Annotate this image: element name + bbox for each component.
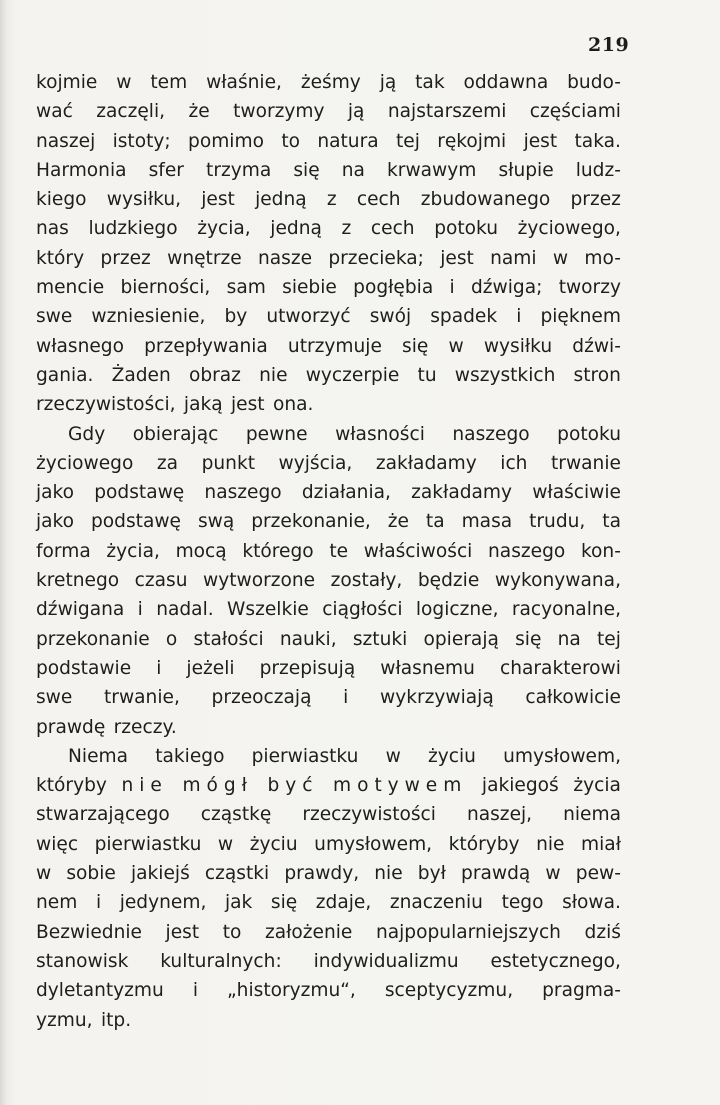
word: tworzy [558,277,621,299]
word: i [95,892,102,914]
word: jest [523,130,558,152]
word: częściami [529,101,621,123]
word: własności [335,423,425,445]
word: logiczne, [415,599,499,621]
word: podstawę [94,482,185,504]
text-line [36,683,621,712]
word: potoku [434,218,499,240]
word: trudu, [529,511,586,533]
word: stwarzającego [36,804,170,826]
word: życiu [249,833,298,855]
text-line [36,361,621,390]
word: życiowego, [517,218,621,240]
word: Harmonia [36,159,127,181]
word: i [516,306,522,328]
word: w [36,863,52,885]
word: oddawna [463,72,549,93]
word: siebie [282,277,337,299]
word: przepisują [259,657,356,679]
word: forma [36,540,91,562]
word: Niema [68,745,129,767]
word: wać [36,101,73,123]
word: ludz- [575,159,621,181]
word: ona. [272,394,314,416]
word: pierwiastku [94,833,202,855]
text-line [36,478,621,507]
word: masa [461,511,513,533]
word: własnemu [380,657,475,679]
word: przekonanie, [251,511,371,533]
word: by [224,306,248,328]
word: kojmie [36,72,98,93]
text-line [36,800,621,829]
text-line [36,537,621,566]
word: nami [490,247,537,269]
word: ludzkiego [88,218,178,240]
word: zbudowanego [420,189,551,211]
word: ciągłości [322,599,403,621]
word: pierwiastku [251,745,359,767]
word: i [137,599,143,621]
word: pewne [245,423,308,445]
word: miał [581,833,621,855]
word: zostały, [330,570,403,592]
word: prawdą [461,863,531,885]
word: pogłębia [353,277,434,299]
text-line [36,185,621,214]
word: jedną [270,218,322,240]
word: jak [224,892,253,914]
word: nasze [257,247,313,269]
text-line [36,859,621,888]
word: się [270,892,298,914]
word: działania, [301,482,391,504]
word: jest [165,921,200,943]
word: takiego [155,745,225,767]
word: się [515,628,542,650]
word: słowa. [562,892,621,914]
word: był [417,863,446,885]
word: wyczerpie [305,364,400,386]
word: obierając [132,423,219,445]
word: jedynem, [119,892,207,914]
text-line [36,273,621,302]
word: żeśmy [300,72,361,93]
word: życiowego [36,452,134,474]
word: natura [317,130,379,152]
word: że [188,101,210,123]
word: pomimo [188,130,264,152]
word: umysłowem, [503,745,621,767]
word: założenie [264,921,353,943]
word: trzyma [206,159,272,181]
word: dźwiga; [470,277,543,299]
word: taka. [574,130,621,152]
word: sobie [66,863,116,885]
word: punkt [201,452,256,474]
text-line [36,654,621,683]
word: jaką [183,394,223,416]
word: jakiejś [130,863,190,885]
word: nie [374,863,403,885]
word: i [343,687,349,709]
word: rzeczywistości, [36,394,176,416]
word: budo- [567,72,621,93]
word: rzeczy. [113,716,177,738]
word: trwanie, [104,687,180,709]
word: swój [369,306,412,328]
word: jeżeli [186,657,235,679]
word: jako [36,482,75,504]
word: prawdy, [284,863,360,885]
word: nie [259,364,288,386]
word: tu [417,364,437,386]
word: stron [573,364,621,386]
word: przez [570,189,621,211]
word: się [402,335,429,357]
word: i [449,277,455,299]
word: tej [596,628,621,650]
word: potoku [557,423,621,445]
word: naszej [36,130,96,152]
word: tak [415,72,445,93]
word: najpopularniejszych [375,921,561,943]
text-line [36,332,621,361]
word: Bezwiednie [36,921,142,943]
word: i [192,980,199,1002]
word: rękojmi [437,130,507,152]
word: charakterowi [500,657,621,679]
word: umysłowem, [314,833,433,855]
word: pięknem [540,306,621,328]
word: tego [501,892,544,914]
word: sceptycyzmu, [384,980,514,1002]
body-text [36,68,621,1035]
word: na [557,628,581,650]
word: przez [100,247,151,269]
word: stanowisk [36,950,129,972]
text-line [36,420,621,449]
text-line [36,830,621,859]
word: któryby [36,775,107,797]
word: podstawę [91,511,181,533]
word: sam [226,277,266,299]
word: o [165,628,178,650]
word: nie [536,833,565,855]
word: i [156,657,162,679]
word: naszej, [466,804,533,826]
word: w [552,247,569,269]
word: te [329,540,349,562]
text-line [36,390,621,419]
word: nem [36,892,78,914]
word: nadal. [156,599,214,621]
word: Gdy [68,423,106,445]
word: kretnego [36,570,120,592]
word: wysiłku [483,335,553,357]
word: ją [347,101,365,123]
text-line [36,742,621,771]
word: wytworzone [203,570,316,592]
word: pragma- [542,980,621,1002]
word: cząstki [204,863,270,885]
word: życia, [197,218,251,240]
word: w [448,335,464,357]
text-line [36,918,621,947]
word: za [156,452,179,474]
word: tem [150,72,188,93]
word: nauki, [279,628,337,650]
word: zdaje, [315,892,372,914]
word: przeoczają [211,687,312,709]
word: ta [425,511,445,533]
word: nas [36,218,69,240]
word: że [387,511,409,533]
word: właściwości [363,540,473,562]
word: swe [36,687,73,709]
word: estetycznego, [490,950,621,972]
word: się [293,159,320,181]
word: któryby [448,833,520,855]
word: naszego [488,540,566,562]
text-line [36,625,621,654]
word: bierności, [120,277,211,299]
word: czasu [134,570,188,592]
word: dźwi- [572,335,621,357]
text-line [36,68,621,97]
word: kulturalnych: [160,950,282,972]
word: więc [36,833,79,855]
word: opierają [423,628,499,650]
word: sztuki [352,628,408,650]
word: racyonalne, [511,599,621,621]
word: który [36,247,85,269]
word: właściwie [532,482,621,504]
word: cech [370,218,415,240]
text-line [36,1006,621,1035]
word: podstawie [36,657,132,679]
word: całkowicie [525,687,621,709]
word: być [267,775,319,797]
text-line [36,244,621,273]
word: na [341,159,365,181]
word: dziś [584,921,621,943]
text-line [36,713,621,742]
text-line [36,976,621,1005]
text-line [36,888,621,917]
word: kiego [36,189,87,211]
word: to [281,130,300,152]
word: mo- [584,247,621,269]
word: przekonanie [36,628,150,650]
word: swą [197,511,235,533]
word: ją [379,72,397,93]
word: dyletantyzmu [36,980,164,1002]
word: życia, [106,540,160,562]
text-line [36,771,621,800]
word: wykonywana, [494,570,621,592]
word: jest [440,247,474,269]
word: „historyzmu“, [227,980,356,1002]
text-line [36,566,621,595]
word: w [116,72,132,93]
word: cząstkę [200,804,272,826]
word: indywidualizmu [313,950,459,972]
text-line [36,449,621,478]
word: swe [36,306,73,328]
word: niema [563,804,621,826]
word: jest [231,394,265,416]
word: stałości [193,628,264,650]
word: itp. [100,1009,132,1031]
text-line [36,214,621,243]
word: wszystkich [454,364,556,386]
word: spadek [430,306,498,328]
word: to [222,921,242,943]
word: z [341,218,352,240]
word: prawdę [36,716,106,738]
word: rzeczywistości [302,804,436,826]
word: którego [242,540,314,562]
word: mógł [182,775,253,797]
word: jako [36,511,75,533]
word: wyjścia, [278,452,353,474]
word: wzniesienie, [91,306,206,328]
word: zakładamy [375,452,477,474]
word: w [385,745,401,767]
text-line [36,947,621,976]
word: gania. [36,364,94,386]
word: w [545,863,561,885]
word: jedną [255,189,307,211]
word: własnego [36,335,124,357]
word: tej [395,130,420,152]
word: mocą [175,540,227,562]
word: życia [573,775,621,797]
word: wnętrze [167,247,242,269]
word: pew- [575,863,621,885]
word: naszego [204,482,282,504]
word: słupie [498,159,554,181]
word: utworzyć [266,306,351,328]
text-line [36,302,621,331]
word: z [326,189,337,211]
word: mencie [36,277,105,299]
word: właśnie, [206,72,282,93]
word: dźwigana [36,599,125,621]
word: przepływania [144,335,268,357]
word: znaczeniu [389,892,483,914]
word: ta [602,511,621,533]
word: zaczęli, [96,101,166,123]
word: cech [356,189,401,211]
word: utrzymuje [287,335,382,357]
word: Żaden [111,364,171,386]
word: jest [201,189,235,211]
word: trwanie [551,452,621,474]
word: obraz [188,364,241,386]
word: istoty; [112,130,171,152]
word: ich [500,452,528,474]
word: wysiłku, [106,189,182,211]
word: w [217,833,234,855]
page-number: 219 [588,34,630,56]
text-line [36,97,621,126]
text-line [36,156,621,185]
word: wykrzywiają [380,687,494,709]
word: kon- [580,540,621,562]
text-line [36,507,621,536]
word: sfer [148,159,184,181]
word: yzmu, [36,1009,93,1031]
word: jakiegoś [481,775,559,797]
text-line [36,595,621,624]
word: tworzymy [233,101,325,123]
word: najstarszemi [387,101,507,123]
word: będzie [417,570,480,592]
word: nie [121,775,168,797]
word: krwawym [387,159,477,181]
word: Wszelkie [227,599,309,621]
word: motywem [333,775,468,797]
word: życiu [427,745,476,767]
word: przecieka; [328,247,424,269]
text-line [36,127,621,156]
word: zakładamy [411,482,513,504]
word: naszego [452,423,530,445]
